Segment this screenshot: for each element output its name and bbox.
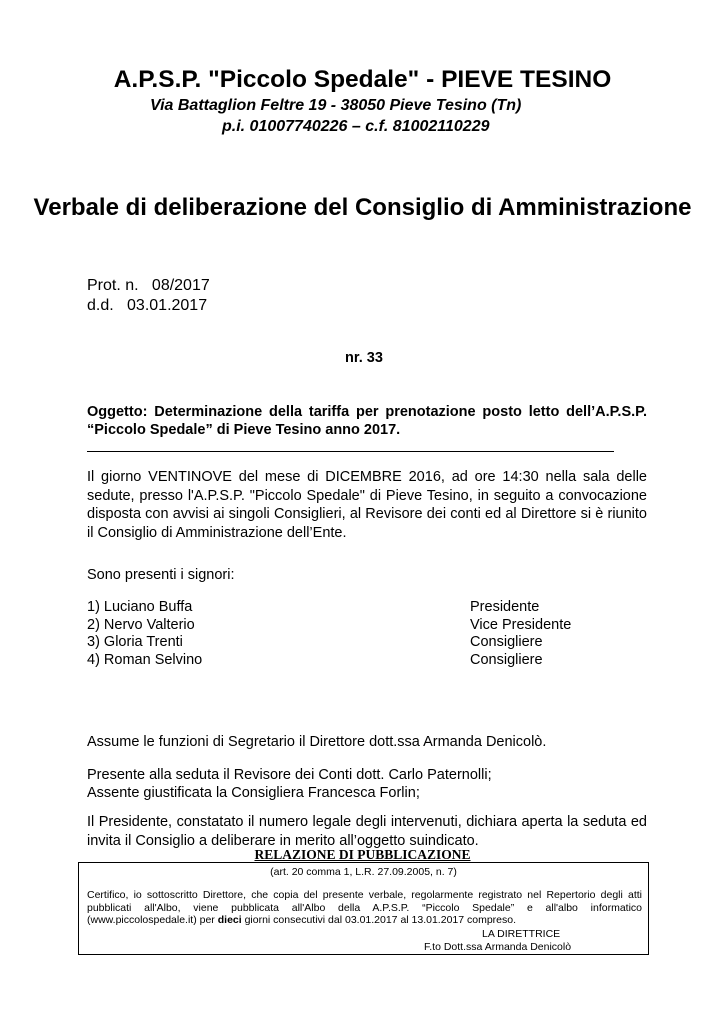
deliberation-number: nr. 33	[345, 350, 383, 366]
member-role: Vice Presidente	[470, 616, 572, 633]
certification-text-end: giorni consecutivi dal 03.01.2017 al 13.01.2017 compreso.	[241, 914, 517, 926]
present-label: Sono presenti i signori:	[87, 567, 235, 583]
signer-title: LA DIRETTRICE	[482, 928, 561, 940]
member-name: 2) Nervo Valterio	[87, 616, 195, 633]
certification-text-start: Certifico, io sottoscritto Direttore, che copia del presente verbale, regolarmente registrato nel Repertorio degli atti pubblicati all'Albo, viene pubblicata all'Albo della A.P.S.P. “Piccolo Spedale” e all'albo informatico (www.piccolospedale.it) per	[87, 889, 642, 926]
organization-tax-ids: p.i. 01007740226 – c.f. 81002110229	[222, 118, 490, 135]
publication-box	[78, 862, 649, 955]
secretary-paragraph: Assume le funzioni di Segretario il Direttore dott.ssa Armanda Denicolò.	[87, 734, 547, 750]
separator-line	[87, 451, 614, 452]
certification-days: dieci	[217, 914, 242, 926]
subject-line: Oggetto: Determinazione della tariffa per prenotazione posto letto dell’A.P.S.P. “Piccolo Spedale” di Pieve Tesino anno 2017.	[87, 404, 647, 438]
document-date: d.d. 03.01.2017	[87, 297, 208, 314]
document-title: Verbale di deliberazione del Consiglio di Amministrazione	[33, 194, 692, 221]
member-role: Consigliere	[470, 651, 543, 668]
signer-name: F.to Dott.ssa Armanda Denicolò	[424, 941, 572, 953]
member-name: 4) Roman Selvino	[87, 651, 203, 668]
absence-paragraph: Assente giustificata la Consigliera Francesca Forlin;	[87, 785, 420, 801]
publication-title: RELAZIONE DI PUBBLICAZIONE	[254, 847, 471, 862]
members-list	[87, 599, 647, 669]
member-name: 1) Luciano Buffa	[87, 599, 193, 615]
organization-address: Via Battaglion Feltre 19 - 38050 Pieve Tesino (Tn)	[150, 97, 522, 114]
publication-certification	[87, 889, 642, 927]
publication-law-reference: (art. 20 comma 1, L.R. 27.09.2005, n. 7)	[270, 866, 457, 878]
member-role: Presidente	[470, 599, 540, 615]
member-name: 3) Gloria Trenti	[87, 634, 183, 650]
president-paragraph: Il Presidente, constatato il numero legale degli intervenuti, dichiara aperta la seduta ed invita il Consiglio a deliberare in merito all’oggetto suindicato.	[87, 814, 647, 849]
auditor-paragraph: Presente alla seduta il Revisore dei Conti dott. Carlo Paternolli;	[87, 767, 492, 783]
member-role: Consigliere	[470, 634, 543, 650]
protocol-number: Prot. n. 08/2017	[87, 277, 210, 294]
member-row	[87, 634, 647, 652]
member-row	[87, 617, 647, 635]
member-row	[87, 599, 647, 617]
intro-paragraph: Il giorno VENTINOVE del mese di DICEMBRE 2016, ad ore 14:30 nella sala delle sedute, presso l'A.P.S.P. "Piccolo Spedale" di Pieve Tesino, in seguito a convocazione disposta con avvisi ai singoli Consiglieri, al Revisore dei conti ed al Direttore si è riunito il Consiglio di Amministrazione dell’Ente.	[87, 469, 647, 541]
organization-title: A.P.S.P. "Piccolo Spedale" - PIEVE TESINO	[113, 66, 612, 93]
member-row	[87, 652, 647, 670]
